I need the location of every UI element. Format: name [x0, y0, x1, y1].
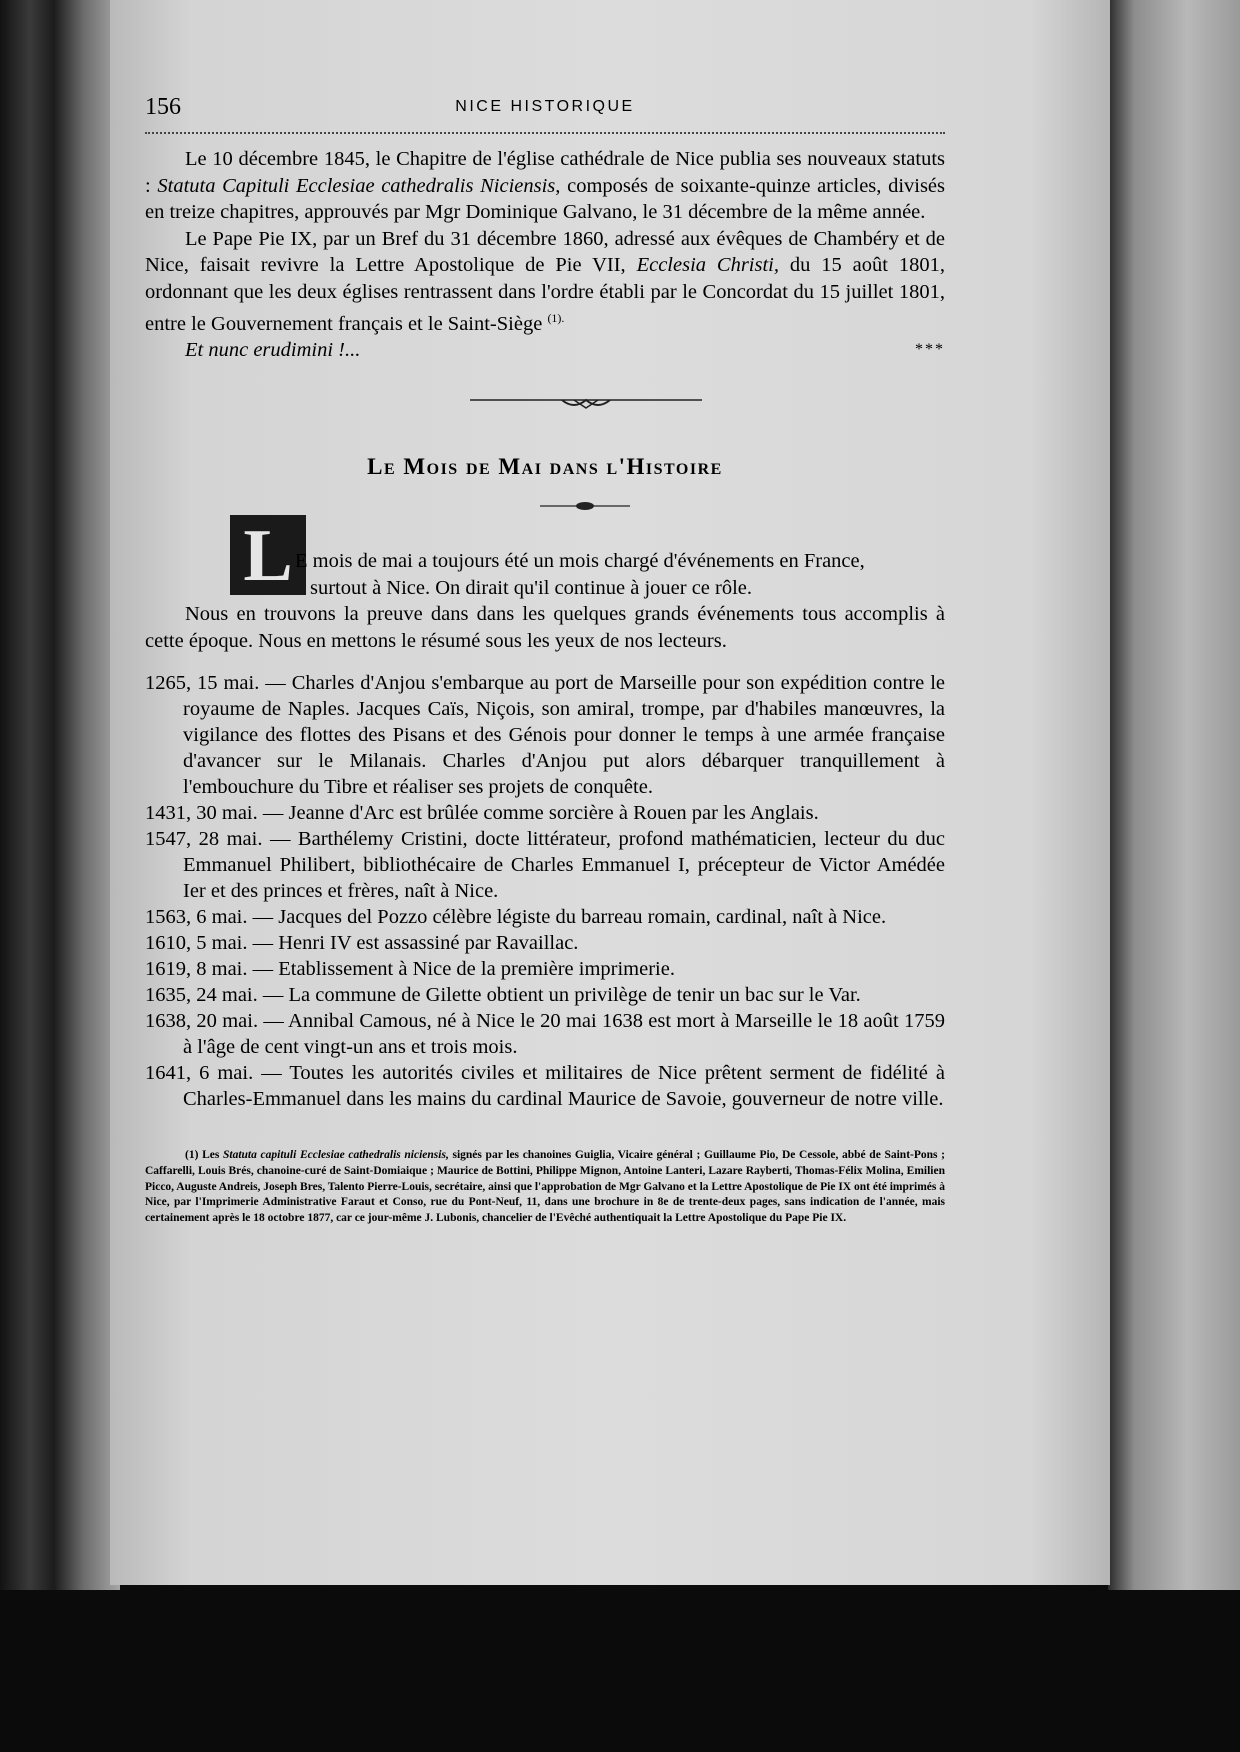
event-entry: 1610, 5 mai. — Henri IV est assassiné par Ravaillac.	[145, 932, 579, 954]
section-heading: Le Mois de Mai dans l'Histoire	[367, 454, 723, 479]
event-entry: 1641, 6 mai. — Toutes les autorités civiles et militaires de Nice prêtent serment de fidélité à Charles-Emmanuel dans les mains du cardinal Maurice de Savoie, gouverneur de notre ville.	[145, 1062, 945, 1110]
latin-title: Statuta Capituli Ecclesiae cathedralis Niciensis,	[157, 174, 561, 197]
footnote-ref: (1).	[547, 311, 565, 325]
latin-title: Ecclesia Christi,	[636, 254, 779, 276]
intro-text-run: du 15 août 1801, ordonnant que les deux églises rentrassent dans l'ordre établi par le Concordat du 15 juillet 1801, entre le Gouvernement français et le Saint-Siège	[145, 254, 945, 335]
ornament-divider	[470, 396, 702, 410]
event-entry: 1547, 28 mai. — Barthélemy Cristini, docte littérateur, profond mathématicien, lecteur du duc Emmanuel Philibert, bibliothécaire de Charles Emmanuel I, précepteur de Victor Amédée Ier et des princes et frères, naît à Nice.	[145, 828, 945, 902]
footnote	[145, 1148, 945, 1227]
event-entry: 1619, 8 mai. — Etablissement à Nice de la première imprimerie.	[145, 958, 675, 980]
intro-text-run: Le 10 décembre 1845, le Chapitre de l'église cathédrale de Nice publia ses nouveaux statuts :	[145, 148, 945, 197]
intro-paragraph	[145, 226, 945, 338]
book-spine	[0, 0, 120, 1590]
facing-page-edge	[1108, 0, 1240, 1590]
stars-ornament: ***	[915, 341, 945, 359]
event-entry: 1265, 15 mai. — Charles d'Anjou s'embarque au port de Marseille pour son expédition contre le royaume de Naples. Jacques Caïs, Niçois, son amiral, trompe, par d'habiles manœuvres, la vigilance des flottes des Pisans et des Génois pour donner le temps à une armée française d'avancer sur le Milanais. Charles d'Anjou put alors débarquer tranquillement à l'embouchure du Tibre et réaliser ses projets de conquête.	[145, 672, 945, 798]
event-entry: 1635, 24 mai. — La commune de Gilette obtient un privilège de tenir un bac sur le Var.	[145, 984, 861, 1006]
running-title: NICE HISTORIQUE	[455, 98, 635, 115]
section-line: surtout à Nice. On dirait qu'il continue à jouer ce rôle.	[310, 576, 753, 599]
section-intro	[145, 548, 945, 654]
footnote-lead: (1) Les	[185, 1149, 223, 1161]
footnote-latin: Statuta capituli Ecclesiae cathedralis niciensis,	[223, 1149, 449, 1161]
drop-cap: L	[230, 515, 306, 595]
page-number: 156	[145, 94, 181, 120]
event-entry: 1638, 20 mai. — Annibal Camous, né à Nice le 20 mai 1638 est mort à Marseille le 18 août 1759 à l'âge de cent vingt-un ans et trois mois.	[145, 1010, 945, 1058]
footnote-body: signés par les chanoines Guiglia, Vicaire général ; Guillaume Pio, De Cessole, abbé de Saint-Pons ; Caffarelli, Louis Brés, chanoine-curé de Saint-Domiaique ; Maurice de Bottini, Philippe Mignon, Antoine Lanteri, Lazare Rayberti, Thomas-Félix Molina, Emilien Picco, Auguste Andreis, Joseph Bres, Talento Pierre-Louis, secrétaire, ainsi que l'approbation de Mgr Galvano et la Lettre Apostolique de Pie IX ont été imprimés à Nice, par l'Imprimerie Administrative Faraut et Conso, rue du Pont-Neuf, 11, dans une brochure in 8e de trente-deux pages, sans indication de l'année, mais certainement après le 18 octobre 1877, car ce jour-même J. Lubonis, chancelier de l'Evêché authentiquait la Lettre Apostolique du Pape Pie IX.	[145, 1149, 945, 1225]
section-paragraph: Nous en trouvons la preuve dans dans les quelques grands événements tous accomplis à cette époque. Nous en mettons le résumé sous les yeux de nos lecteurs.	[145, 603, 945, 652]
closing-text: Et nunc erudimini !...	[185, 339, 361, 362]
footnote-text	[145, 1148, 945, 1227]
events-list	[145, 670, 945, 1112]
closing-line	[145, 337, 945, 364]
intro-text	[145, 146, 945, 364]
intro-text-run: Le Pape Pie IX, par un Bref du 31 décembre 1860, adressé aux évêques de Chambéry et de Nice, faisait revivre la Lettre Apostolique de Pie VII,	[145, 227, 945, 276]
header-rule	[145, 132, 945, 134]
heading-ornament	[540, 500, 630, 512]
intro-paragraph	[145, 146, 945, 226]
section-line: E mois de mai a toujours été un mois chargé d'événements en France,	[295, 550, 865, 572]
event-entry: 1431, 30 mai. — Jeanne d'Arc est brûlée comme sorcière à Rouen par les Anglais.	[145, 802, 819, 824]
event-entry: 1563, 6 mai. — Jacques del Pozzo célèbre légiste du barreau romain, cardinal, naît à Nice.	[145, 906, 887, 928]
page-header	[145, 94, 945, 124]
intro-text-run: composés de soixante-quinze articles, divisés en treize chapitres, approuvés par Mgr Dominique Galvano, le 31 décembre de la même année.	[145, 174, 946, 223]
